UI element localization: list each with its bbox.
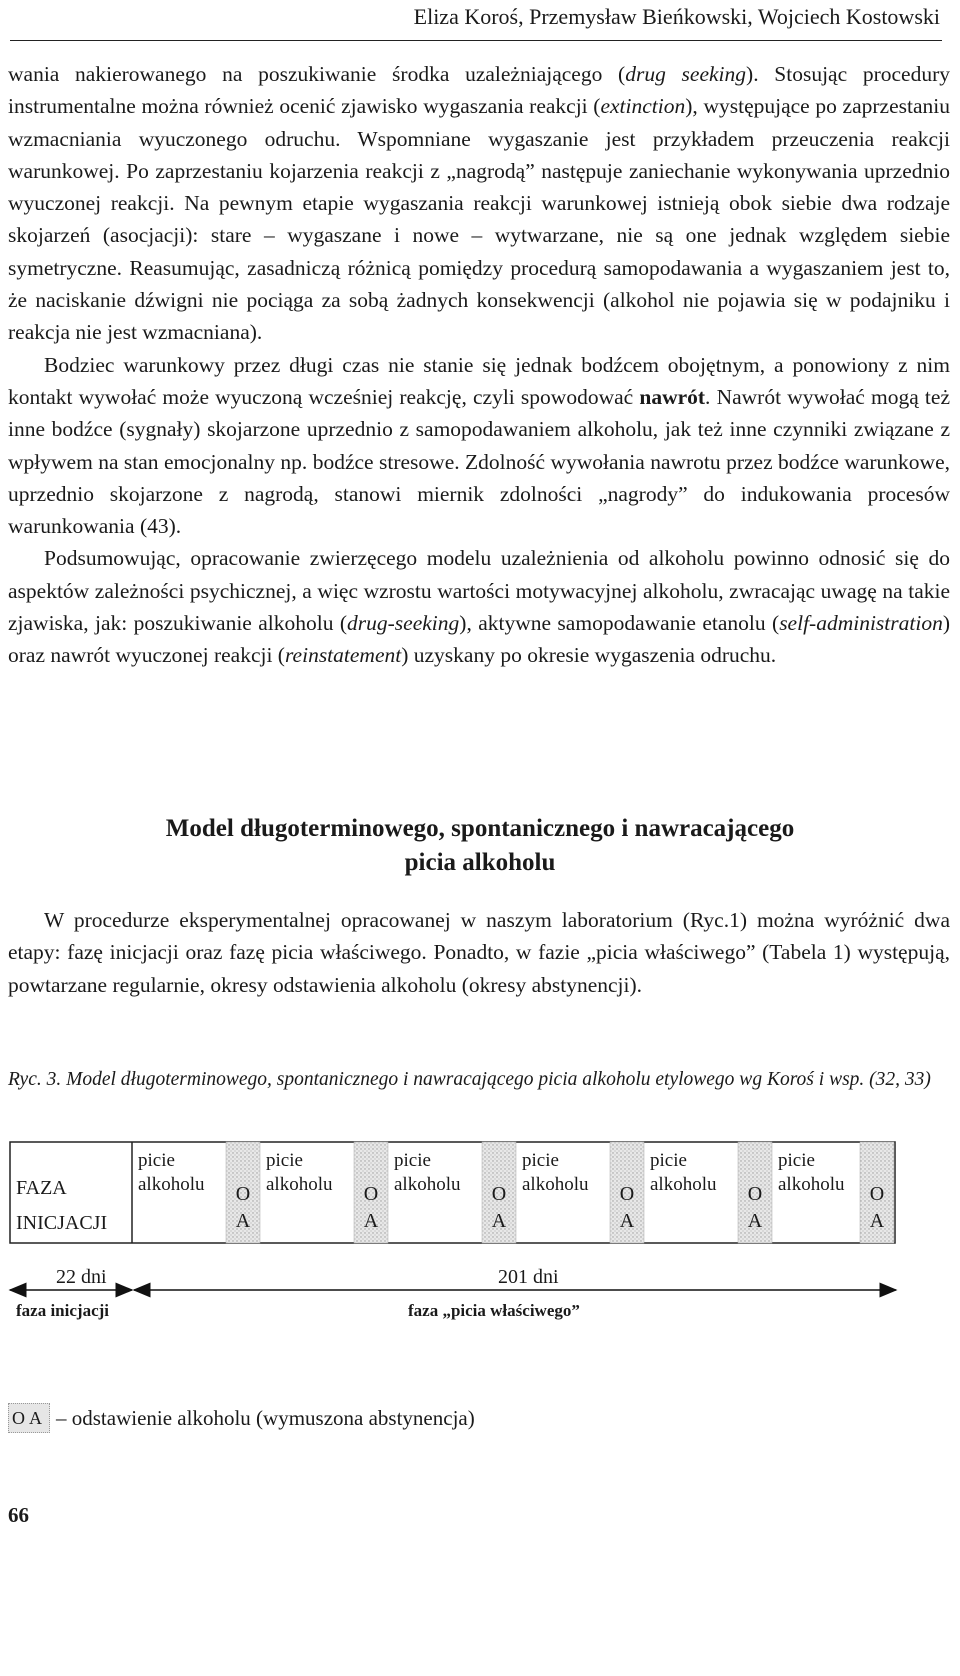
p2-term-nawrot: nawrót <box>639 384 706 409</box>
withdrawal-o: O <box>869 1183 885 1205</box>
p3-text-d: ) uzyskany po okresie wygaszenia odruchu. <box>401 643 777 668</box>
duration-drinking: 201 dni <box>498 1266 559 1288</box>
drinking-label-line-1: picie <box>522 1150 559 1171</box>
withdrawal-a: A <box>363 1210 379 1232</box>
withdrawal-o: O <box>363 1183 379 1205</box>
section-title-line-1: Model długoterminowego, spontanicznego i nawracającego <box>165 815 795 842</box>
legend-oa-symbol: OA <box>8 1403 50 1433</box>
drinking-label-line-2: alkoholu <box>778 1174 845 1195</box>
figure-legend <box>8 1400 475 1436</box>
running-head: Eliza Koroś, Przemysław Bieńkowski, Wojciech Kostowski <box>413 4 940 29</box>
drinking-label-line-1: picie <box>266 1150 303 1171</box>
p1-term-drug-seeking: drug seeking <box>625 62 747 86</box>
drinking-label-line-1: picie <box>778 1150 815 1171</box>
p1-text-c: ), występujące po zaprzestaniu wzmacniania wyuczonego odruchu. Wspomniane wygaszanie jest przykładem przeuczenia reakcji warunkowej. Po zaprzestaniu kojarzenia reakcji z „nagrodą” następuje zaniechanie wykonywania uprzednio wyuczonej reakcji. Na pewnym etapie wygaszania reakcji warunkowej istnieją obok siebie dwa rodzaje skojarzeń (asocjacji): stare – wygaszane i nowe – wytwarzane, nie są one jednak względem siebie symetryczne. Reasumując, zasadniczą różnicą pomiędzy procedurą samopodawania a wygaszaniem jest to, że naciskanie dźwigni nie pociąga za sobą żadnych konsekwencji (alkohol nie pojawia się w podajniku i reakcja nie jest wzmacniana). <box>8 94 950 345</box>
figure-caption: Ryc. 3. Model długoterminowego, spontanicznego i nawracającego picia alkoholu etylowego wg Koroś i wsp. (32, 33) <box>8 1069 931 1090</box>
p3-term-reinstatement: reinstatement <box>284 643 402 668</box>
drinking-label-line-1: picie <box>138 1150 175 1171</box>
withdrawal-o: O <box>619 1183 635 1205</box>
figure-diagram <box>8 1140 950 1320</box>
withdrawal-a: A <box>235 1210 251 1232</box>
section-title-line-2: picia alkoholu <box>404 849 556 876</box>
section-title <box>0 812 960 880</box>
p3-term-drug-seeking: drug-seeking <box>347 611 460 636</box>
withdrawal-a: A <box>619 1210 635 1232</box>
withdrawal-o: O <box>235 1183 251 1205</box>
p3-text-b: ), aktywne samopodawanie etanolu ( <box>459 611 780 636</box>
withdrawal-a: A <box>491 1210 507 1232</box>
page-number: 66 <box>8 1503 29 1527</box>
p3-text-a: Podsumowując, opracowanie zwierzęcego modelu uzależnienia od alkoholu powinno odnosić się do aspektów zależności psychicznej, a więc wzrostu wartości motywacyjnej alkoholu, zwracając uwagę na takie zjawiska, jak: poszukiwanie alkoholu ( <box>8 546 950 636</box>
paragraph-1 <box>8 58 950 349</box>
p3-text-c: ) oraz nawrót wyuczonej reakcji ( <box>8 611 951 668</box>
legend-text: – odstawienie alkoholu (wymuszona abstynencja) <box>56 1405 475 1430</box>
paragraph-2 <box>8 349 950 543</box>
drinking-label-line-2: alkoholu <box>650 1174 717 1195</box>
drinking-label-line-1: picie <box>394 1150 431 1171</box>
p1-text-a: wania nakierowanego na poszukiwanie środka uzależniającego ( <box>8 62 626 86</box>
body-text <box>8 58 950 672</box>
section-body <box>8 904 950 1001</box>
withdrawal-o: O <box>747 1183 763 1205</box>
section-paragraph-1: W procedurze eksperymentalnej opracowanej w naszym laboratorium (Ryc.1) można wyróżnić dwa etapy: fazę inicjacji oraz fazę picia właściwego. Ponadto, w fazie „picia właściwego” (Tabela 1) występują, powtarzane regularnie, okresy odstawienia alkoholu (okresy abstynencji). <box>8 908 950 997</box>
label-drinking: faza „picia właściwego” <box>408 1301 580 1320</box>
duration-initiation: 22 dni <box>56 1266 107 1288</box>
withdrawal-a: A <box>747 1210 763 1232</box>
drinking-label-line-2: alkoholu <box>394 1174 461 1195</box>
p1-term-extinction: extinction <box>600 94 686 119</box>
drinking-label-line-2: alkoholu <box>522 1174 589 1195</box>
p2-text-b: . Nawrót wywołać mogą też inne bodźce (sygnały) skojarzone uprzednio z samopodawaniem alkoholu, jak też inne czynniki związane z wpływem na stan emocjonalny np. bodźce stresowe. Zdolność wywołania nawrotu przez bodźce warunkowe, uprzednio skojarzone z nagrodą, stanowi miernik zdolności „nagrody” do indukowania procesów warunkowania (43). <box>8 384 950 539</box>
drinking-label-line-2: alkoholu <box>266 1174 333 1195</box>
label-initiation: faza inicjacji <box>16 1301 109 1320</box>
withdrawal-a: A <box>869 1210 885 1232</box>
phase-label-line-1: FAZA <box>16 1177 67 1199</box>
p3-term-self-administration: self-administration <box>779 611 943 636</box>
p1-text-b: ). Stosując procedury instrumentalne można również ocenić zjawisko wygaszania reakcji ( <box>8 62 951 119</box>
drinking-label-line-1: picie <box>650 1150 687 1171</box>
p2-text-a: Bodziec warunkowy przez długi czas nie stanie się jednak bodźcem obojętnym, a ponowiony z nim kontakt wywołać może wyuczoną wcześniej reakcję, czyli spowodować <box>8 352 950 409</box>
paragraph-3 <box>8 542 950 671</box>
phase-label-line-2: INICJACJI <box>16 1212 108 1234</box>
withdrawal-o: O <box>491 1183 507 1205</box>
drinking-label-line-2: alkoholu <box>138 1174 205 1195</box>
header-rule <box>10 40 942 41</box>
